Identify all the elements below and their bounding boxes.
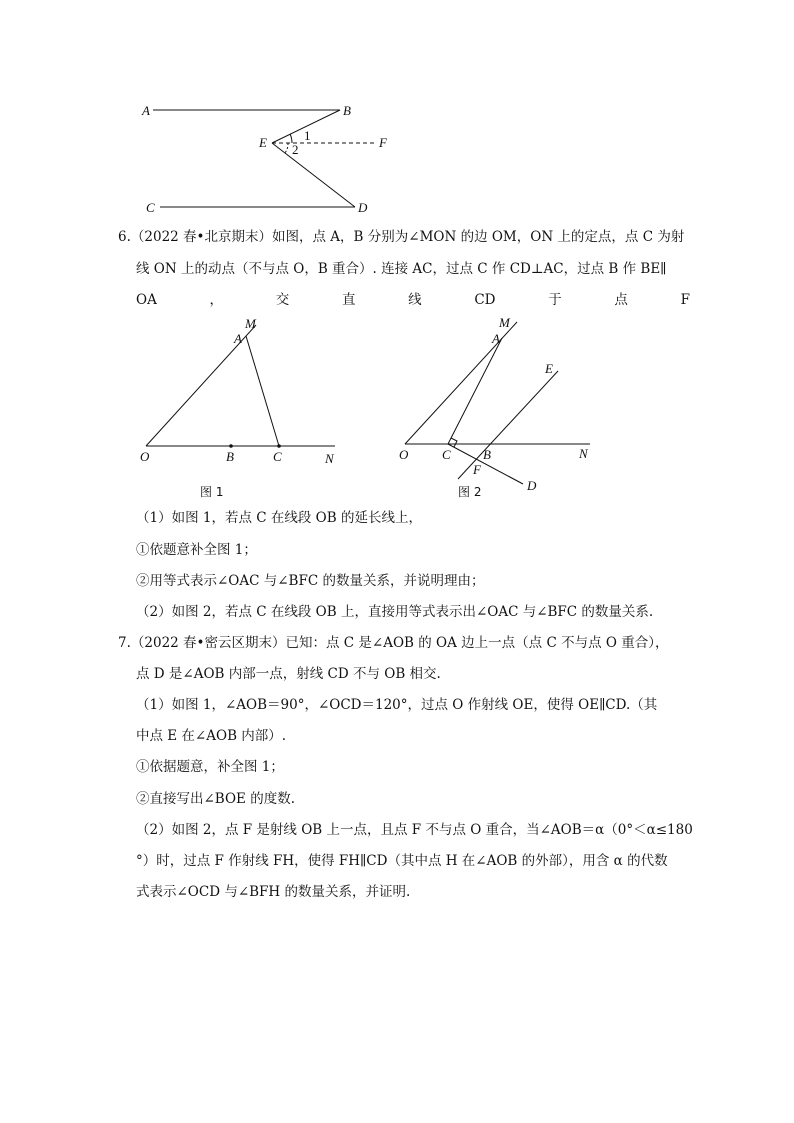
fig2-label-d: D	[527, 478, 537, 493]
q7-part1-line1: （1）如图 1，∠AOB＝90°，∠OCD＝120°，过点 O 作射线 OE，使得 OE∥CD.（其	[136, 697, 658, 713]
q6-line1-text: 如图，点 A，B 分别为∠MON 的边 OM，ON 上的定点，点 C 为射	[272, 229, 685, 245]
label-a: A	[142, 103, 150, 118]
q6-word: 直	[341, 292, 356, 308]
fig2-caption: 图 2	[458, 485, 482, 499]
q7-line1	[118, 633, 668, 653]
label-b: B	[343, 103, 351, 118]
fig1-label-c: C	[273, 449, 282, 464]
fig2-label-f: F	[473, 462, 481, 477]
fig2-label-m: M	[499, 315, 510, 330]
figures-q6	[0, 310, 794, 510]
fig2-label-b: B	[483, 447, 491, 462]
fig2-label-e: E	[545, 361, 553, 376]
fig1-label-m: M	[245, 316, 256, 331]
fig1-label-b: B	[226, 449, 234, 464]
q7-part1-line2: 中点 E 在∠AOB 内部）.	[136, 728, 287, 744]
q7-part2-line3: 式表示∠OCD 与∠BFH 的数量关系，并证明.	[136, 884, 411, 900]
q7-line1-text: （2022 春•密云区期末）已知：点 C 是∠AOB 的 OA 边上一点（点 C 不与点 O 重合），	[130, 635, 669, 651]
q6-word: F	[680, 292, 690, 308]
q6-word: OA	[136, 292, 157, 308]
q6-line3	[136, 290, 690, 310]
q7-line2: 点 D 是∠AOB 内部一点，射线 CD 不与 OB 相交.	[136, 666, 441, 682]
angle-label-2: 2	[292, 142, 299, 157]
label-d: D	[358, 200, 368, 215]
segment-ed	[272, 143, 355, 207]
label-f: F	[379, 135, 387, 150]
fig1-caption: 图 1	[200, 485, 224, 499]
q6-number: 6.	[118, 229, 131, 245]
q6-part1-a: ①依题意补全图 1；	[136, 542, 257, 558]
point-c-dot	[277, 444, 281, 448]
figure-parallel-lines	[0, 0, 794, 230]
q7-part1-a: ①依据题意，补全图 1；	[136, 759, 284, 775]
q6-word: 于	[548, 292, 562, 308]
q6-source: （2022 春•北京期末）	[130, 229, 273, 245]
q6-line2: 线 ON 上的动点（不与点 O，B 重合）. 连接 AC，过点 C 作 CD⊥AC，过点 B 作 BE∥	[136, 261, 667, 277]
label-c: C	[146, 200, 155, 215]
point-b-dot	[229, 444, 233, 448]
q6-part1-b: ②用等式表示∠OAC 与∠BFC 的数量关系，并说明理由；	[136, 573, 485, 589]
q6-word: 点	[614, 292, 628, 308]
q6-part1: （1）如图 1，若点 C 在线段 OB 的延长线上，	[136, 510, 422, 526]
fig1-label-n: N	[325, 451, 334, 466]
label-e: E	[259, 135, 267, 150]
fig2-label-c: C	[442, 447, 451, 462]
q6-line1	[118, 227, 684, 247]
angle-label-1: 1	[304, 128, 311, 143]
q6-word: ，	[209, 292, 224, 308]
fig2-label-o: O	[399, 447, 409, 462]
q7-part2-line1: （2）如图 2，点 F 是射线 OB 上一点，且点 F 不与点 O 重合，当∠AOB＝α（0°＜α≤180	[136, 822, 693, 838]
figure-1	[140, 316, 335, 499]
q7-part1-b: ②直接写出∠BOE 的度数.	[136, 791, 295, 807]
angle-arc-2	[285, 143, 288, 153]
fig2-label-n: N	[579, 446, 588, 461]
figure-2	[399, 315, 590, 499]
fig1-label-o: O	[140, 449, 150, 464]
ray-om-2	[405, 322, 517, 444]
q6-word: CD	[474, 292, 496, 308]
fig1-label-a: A	[234, 331, 242, 346]
segment-ac-2	[448, 338, 502, 444]
fig2-label-a: A	[492, 331, 500, 346]
q6-word: 线	[408, 292, 422, 308]
q7-number: 7.	[118, 635, 131, 651]
q7-part2-line2: °）时，过点 F 作射线 FH，使得 FH∥CD（其中点 H 在∠AOB 的外部），用含 α 的代数	[136, 853, 668, 869]
segment-ac	[246, 336, 279, 446]
q6-part2: （2）如图 2，若点 C 在线段 OB 上，直接用等式表示出∠OAC 与∠BFC 的数量关系.	[136, 604, 654, 620]
q6-word: 交	[275, 292, 290, 308]
